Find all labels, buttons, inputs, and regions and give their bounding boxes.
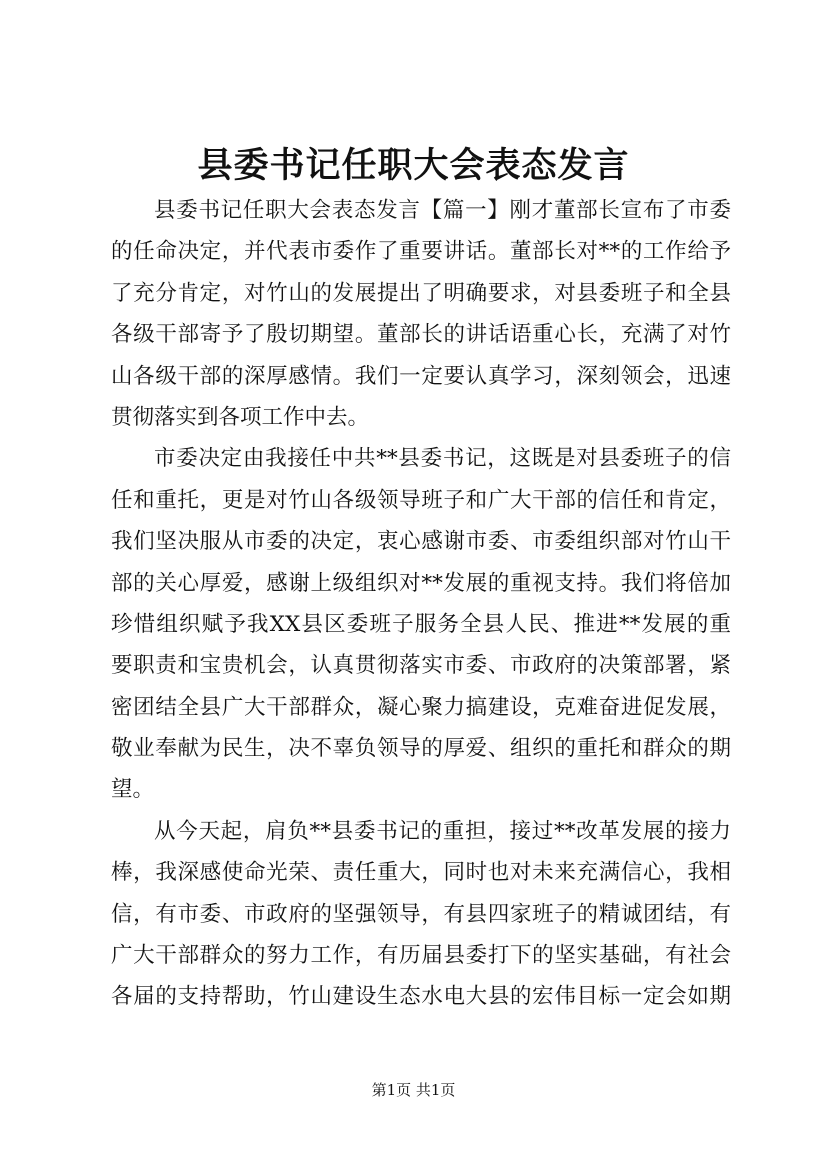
text-line: 县委书记任职大会表态发言【篇一】刚才董部长宣布了市委	[154, 198, 731, 223]
text-line: 各届的支持帮助，竹山建设生态水电大县的宏伟目标一定会如期	[111, 984, 731, 1010]
text-line: 要职责和宝贵机会，认真贯彻落实市委、市政府的决策部署，紧	[111, 653, 731, 679]
text-line: 珍惜组织赋予我XX县区委班子服务全县人民、推进**发展的重	[111, 611, 731, 637]
text-line: 棒，我深感使命光荣、责任重大，同时也对未来充满信心，我相	[111, 860, 731, 886]
text-line: 的任命决定，并代表市委作了重要讲话。董部长对**的工作给予	[111, 239, 731, 265]
paragraph-2	[111, 438, 731, 811]
text-line: 我们坚决服从市委的决定，衷心感谢市委、市委组织部对竹山干	[111, 529, 731, 555]
text-line: 山各级干部的深厚感情。我们一定要认真学习，深刻领会，迅速	[111, 363, 731, 389]
document-title: 县委书记任职大会表态发言	[197, 145, 630, 186]
text-line: 各级干部寄予了殷切期望。董部长的讲话语重心长，充满了对竹	[111, 322, 731, 348]
text-line: 敬业奉献为民生，决不辜负领导的厚爱、组织的重托和群众的期	[111, 736, 731, 762]
text-line: 任和重托，更是对竹山各级领导班子和广大干部的信任和肯定，	[111, 487, 731, 513]
text-line: 贯彻落实到各项工作中去。	[111, 404, 370, 430]
text-line: 从今天起，肩负**县委书记的重担，接过**改革发展的接力	[154, 818, 731, 844]
text-line: 市委决定由我接任中共**县委书记，这既是对县委班子的信	[154, 446, 731, 472]
text-line: 信，有市委、市政府的坚强领导，有县四家班子的精诚团结，有	[111, 901, 731, 927]
text-line: 部的关心厚爱，感谢上级组织对**发展的重视支持。我们将倍加	[111, 570, 731, 596]
text-line: 密团结全县广大干部群众，凝心聚力搞建设，克难奋进促发展，	[111, 694, 731, 720]
page-footer: 第1页 共1页	[371, 1081, 456, 1099]
text-line: 了充分肯定，对竹山的发展提出了明确要求，对县委班子和全县	[111, 280, 731, 306]
document-body	[111, 190, 731, 1018]
paragraph-3	[111, 811, 731, 1018]
paragraph-1	[111, 190, 731, 438]
text-line: 广大干部群众的努力工作，有历届县委打下的坚实基础，有社会	[111, 943, 731, 969]
text-line: 望。	[111, 777, 155, 803]
